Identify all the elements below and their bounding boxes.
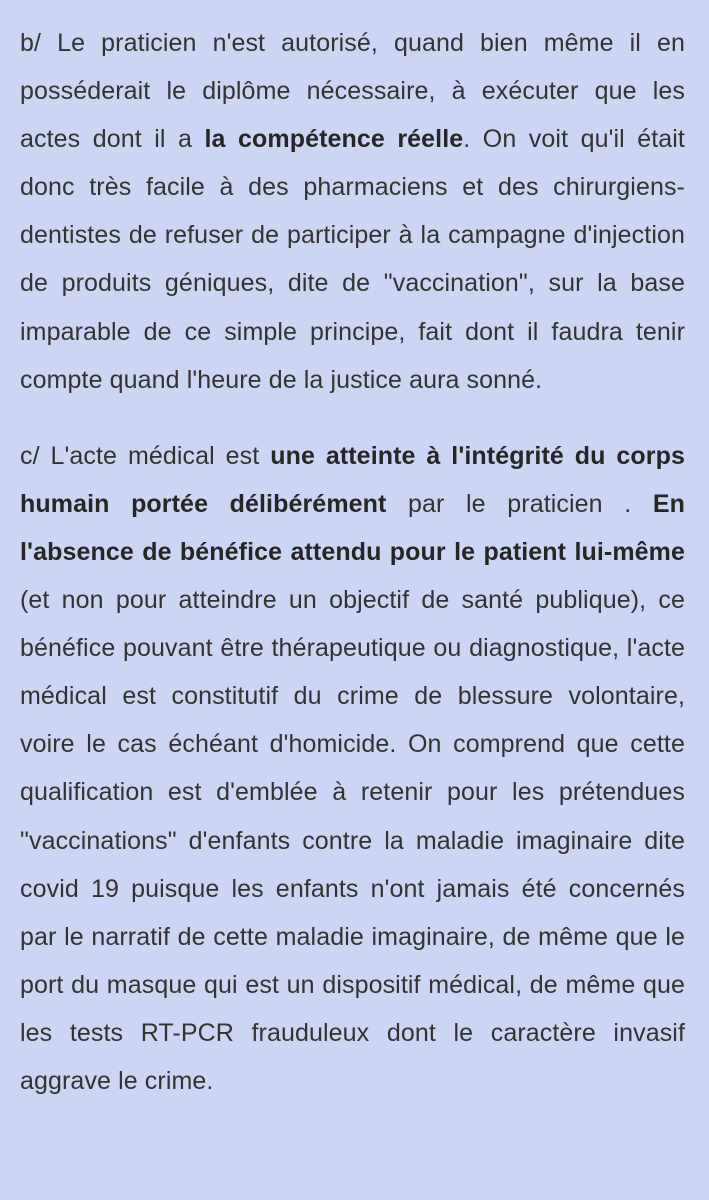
paragraph-c-text-2: par le praticien . (386, 489, 653, 518)
paragraph-b-text-2: . On voit qu'il était donc très facile à des pharmaciens et des chirurgiens-dentistes de refuser de participer à la campagne d'injection de produits géniques, dite de "vaccination", sur la base imparable de ce simple principe, fait dont il faudra tenir compte quand l'heure de la justice aura sonné. (20, 125, 685, 394)
paragraph-b-text-1: b/ Le praticien n'est autorisé, quand bien même il en posséderait le diplôme nécessaire, à exécuter que les actes dont il a (20, 29, 685, 154)
paragraph-c-text-3: (et non pour atteindre un objectif de santé publique), ce bénéfice pouvant être thérapeutique ou diagnostique, l'acte médical est constitutif du crime de blessure volontaire, voire le cas échéant d'homicide. On comprend que cette qualification est d'emblée à retenir pour les prétendues "vaccinations" d'enfants contre la maladie imaginaire dite covid 19 puisque les enfants n'ont jamais été concernés par le narratif de cette maladie imaginaire, de même que le port du masque qui est un dispositif médical, de même que les tests RT-PCR frauduleux dont le caractère invasif aggrave le crime. (20, 586, 685, 1095)
paragraph-c-text-1: c/ L'acte médical est (20, 441, 271, 470)
paragraph-b-bold-competence: la compétence réelle (204, 125, 464, 154)
paragraph-c-bold-atteinte: une atteinte à l'intégrité du corps humain portée délibérément (20, 441, 685, 518)
paragraph-c (20, 432, 685, 1105)
paragraph-b (20, 19, 685, 404)
paragraph-c-bold-absence: En l'absence de bénéfice attendu pour le patient lui-même (20, 489, 686, 566)
